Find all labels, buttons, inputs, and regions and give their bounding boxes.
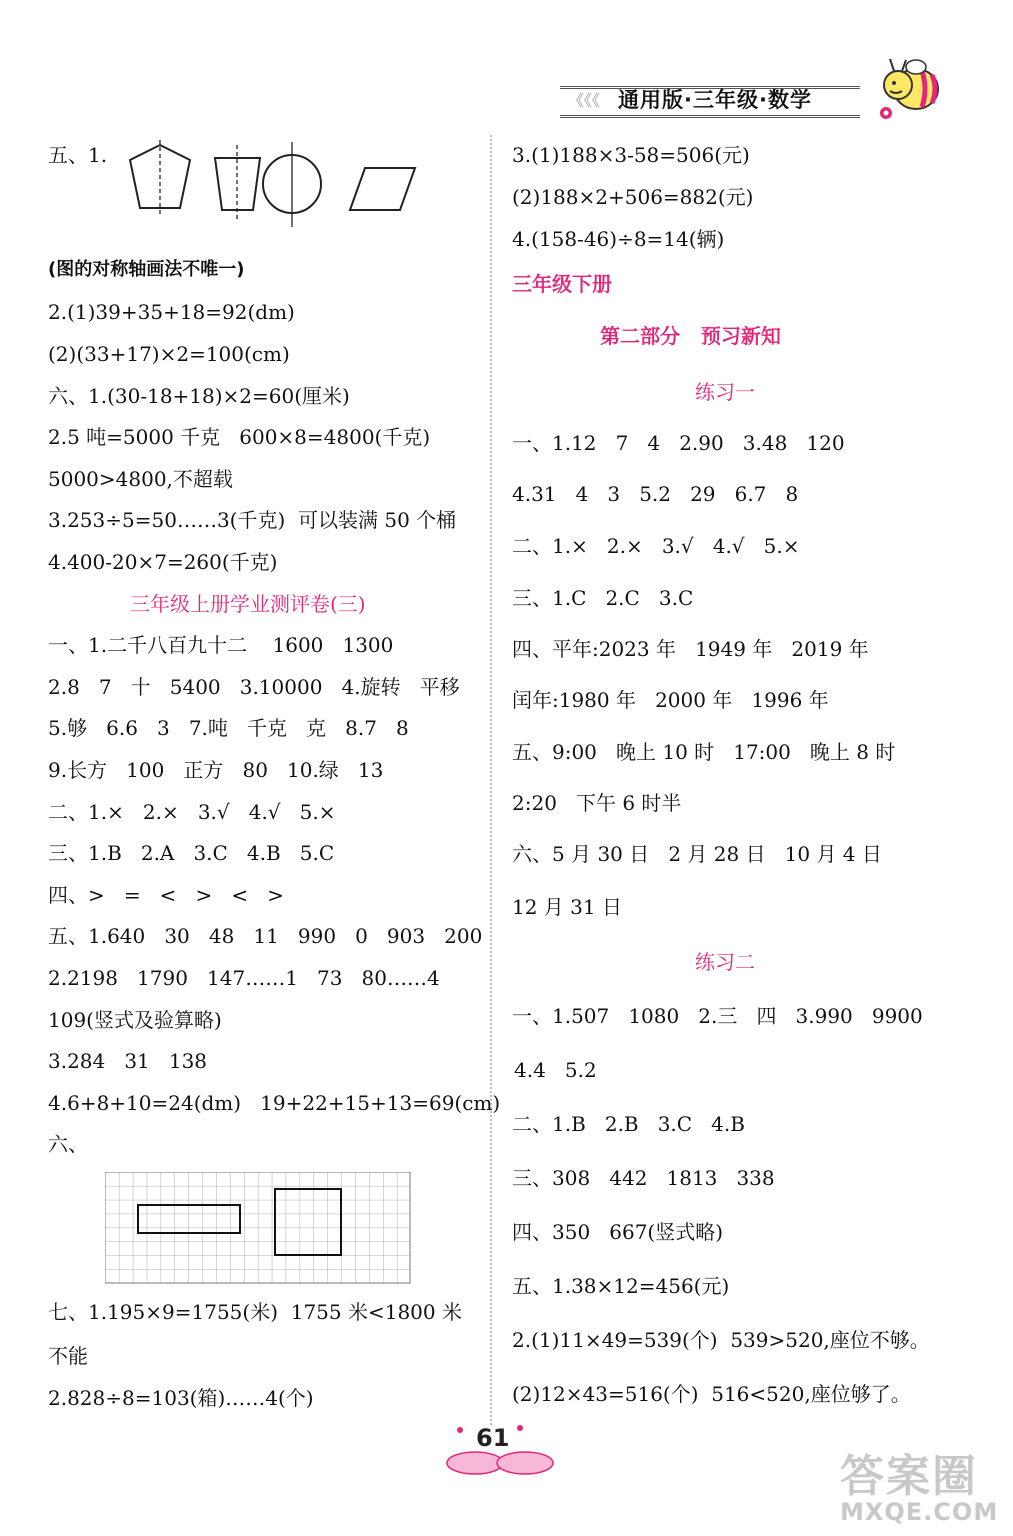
right-line-10: 四、平年:2023 年 1949 年 2019 年: [512, 637, 869, 661]
section-title: 三年级下册: [512, 272, 612, 296]
trapezoid-figure: [215, 145, 260, 220]
bee-icon: [872, 55, 952, 135]
left-line-17: 五、1.640 30 48 11 990 0 903 200: [48, 924, 483, 948]
exercise-2-title: 练习二: [695, 950, 755, 974]
left-line-2: 2.(1)39+35+18=92(dm): [48, 300, 295, 324]
watermark-line2: MXQE.COM: [840, 1498, 999, 1526]
left-line-16: 四、> = < > < >: [48, 883, 284, 907]
right-line-2: 4.(158-46)÷8=14(辆): [512, 227, 725, 251]
right-line-17: 一、1.507 1080 2.三 四 3.990 9900: [512, 1004, 923, 1028]
right-line-15: 12 月 31 日: [512, 895, 622, 919]
watermark-line1: 答案圈: [840, 1451, 978, 1502]
right-line-7: 4.31 4 3 5.2 29 6.7 8: [512, 482, 799, 506]
left-line-15: 三、1.B 2.A 3.C 4.B 5.C: [48, 841, 335, 865]
left-line-5: 2.5 吨=5000 千克 600×8=4800(千克): [48, 425, 431, 449]
exercise-1-title: 练习一: [695, 380, 755, 404]
left-line-25: 2.828÷8=103(箱)……4(个): [48, 1386, 314, 1410]
left-line-14: 二、1.× 2.× 3.√ 4.√ 5.×: [48, 800, 336, 824]
right-line-21: 四、350 667(竖式略): [512, 1220, 724, 1244]
left-line-13: 9.长方 100 正方 80 10.绿 13: [48, 758, 384, 782]
left-line-10: 一、1.二千八百九十二 1600 1300: [48, 633, 394, 657]
right-line-0: 3.(1)188×3-58=506(元): [512, 143, 750, 167]
right-line-23: 2.(1)11×49=539(个) 539>520,座位不够。: [512, 1328, 930, 1352]
right-line-20: 三、308 442 1813 338: [512, 1166, 775, 1190]
left-line-18: 2.2198 1790 147……1 73 80……4: [48, 966, 440, 990]
header-arrows: 《《《: [568, 91, 601, 110]
page-number: 61: [476, 1424, 510, 1452]
right-line-18: 4.4 5.2: [514, 1058, 597, 1082]
left-line-23: 七、1.195×9=1755(米) 1755 米<1800 米: [48, 1300, 462, 1324]
left-line-4: 六、1.(30-18+18)×2=60(厘米): [48, 384, 350, 408]
left-line-19: 109(竖式及验算略): [48, 1008, 222, 1032]
right-line-19: 二、1.B 2.B 3.C 4.B: [512, 1112, 745, 1136]
left-line-1: (图的对称轴画法不唯一): [48, 259, 245, 280]
symmetry-figures: [110, 140, 430, 250]
header-title: 通用版·三年级·数学: [618, 88, 812, 112]
right-line-22: 五、1.38×12=456(元): [512, 1274, 730, 1298]
right-line-6: 一、1.12 7 4 2.90 3.48 120: [512, 431, 845, 455]
grid-figure: [105, 1172, 411, 1284]
left-line-0: 五、1.: [48, 143, 108, 167]
left-line-3: (2)(33+17)×2=100(cm): [48, 342, 290, 366]
right-line-9: 三、1.C 2.C 3.C: [512, 586, 694, 610]
right-line-24: (2)12×43=516(个) 516<520,座位够了。: [512, 1382, 911, 1406]
left-line-22: 六、: [48, 1132, 88, 1156]
left-line-20: 3.284 31 138: [48, 1049, 208, 1073]
right-line-1: (2)188×2+506=882(元): [512, 185, 754, 209]
right-line-8: 二、1.× 2.× 3.√ 4.√ 5.×: [512, 534, 800, 558]
circle-figure: [263, 142, 321, 227]
parallelogram-figure: [350, 168, 415, 210]
part-title: 第二部分 预习新知: [600, 324, 781, 348]
right-line-12: 五、9:00 晚上 10 时 17:00 晚上 8 时: [512, 740, 896, 764]
left-line-6: 5000>4800,不超载: [48, 467, 233, 491]
page-header: [560, 78, 890, 118]
left-line-11: 2.8 7 十 5400 3.10000 4.旋转 平移: [48, 675, 460, 699]
left-line-8: 4.400-20×7=260(千克): [48, 550, 278, 574]
pentagon-figure: [130, 140, 190, 215]
left-line-12: 5.够 6.6 3 7.吨 千克 克 8.7 8: [48, 716, 409, 740]
right-line-11: 闰年:1980 年 2000 年 1996 年: [512, 688, 829, 712]
left-line-21: 4.6+8+10=24(dm) 19+22+15+13=69(cm): [48, 1091, 501, 1115]
column-divider: [490, 135, 492, 1425]
watermark: [840, 1440, 998, 1526]
right-line-14: 六、5 月 30 日 2 月 28 日 10 月 4 日: [512, 842, 882, 866]
left-line-7: 3.253÷5=50……3(千克) 可以装满 50 个桶: [48, 508, 457, 532]
right-line-13: 2:20 下午 6 时半: [512, 791, 682, 815]
left-line-24: 不能: [48, 1344, 88, 1368]
test-title: 三年级上册学业测评卷(三): [130, 592, 366, 616]
